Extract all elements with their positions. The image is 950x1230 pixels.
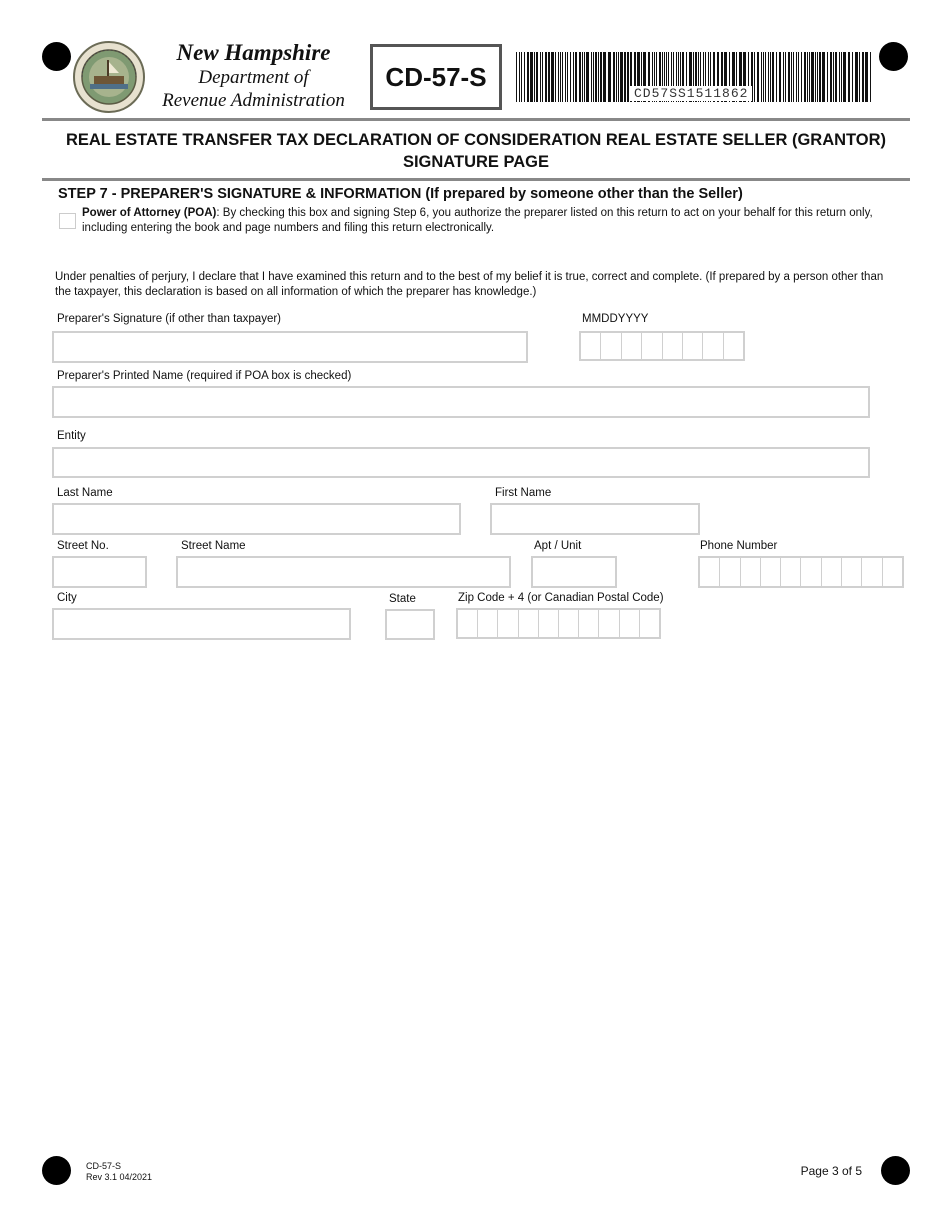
state-label: State: [389, 593, 416, 605]
footer-form-info: [86, 1161, 152, 1183]
page-title-line1: REAL ESTATE TRANSFER TAX DECLARATION OF CONSIDERATION REAL ESTATE SELLER (GRANTOR): [65, 131, 887, 149]
barcode-text: CD57SS1511862: [630, 86, 752, 101]
preparer-printed-name-field[interactable]: [52, 386, 870, 418]
street-no-field[interactable]: [52, 556, 147, 588]
state-field[interactable]: [385, 609, 435, 640]
perjury-declaration: Under penalties of perjury, I declare that I have examined this return and to the best of my belief it is true, correct and complete. (If prepared by a person other than the taxpayer, this declaration is based on all information of which the preparer has knowledge.): [55, 271, 884, 298]
step7-heading: STEP 7 - PREPARER'S SIGNATURE & INFORMATION (If prepared by someone other than the Seller): [58, 186, 743, 202]
page-title-line2: SIGNATURE PAGE: [402, 153, 550, 171]
form-id: CD-57-S: [370, 44, 502, 110]
page-number: Page 3 of 5: [800, 1164, 862, 1178]
poa-checkbox[interactable]: [59, 213, 76, 229]
first-name-field[interactable]: [490, 503, 700, 535]
apt-unit-field[interactable]: [531, 556, 617, 588]
agency-name: New Hampshire: [176, 40, 331, 65]
date-label: MMDDYYYY: [582, 313, 649, 325]
signature-date-field[interactable]: [579, 331, 745, 361]
printed-name-label: Preparer's Printed Name (required if POA box is checked): [57, 370, 352, 382]
preparer-signature-field[interactable]: [52, 331, 528, 363]
agency-division: Revenue Administration: [162, 90, 345, 111]
footer-revision: Rev 3.1 04/2021: [86, 1172, 153, 1182]
first-name-label: First Name: [495, 487, 552, 499]
agency-department: Department of: [198, 67, 309, 88]
last-name-label: Last Name: [57, 487, 113, 499]
registration-mark-bottom-left: [42, 1156, 71, 1185]
registration-mark-top-right: [879, 42, 908, 71]
entity-field[interactable]: [52, 447, 870, 478]
registration-mark-top-left: [42, 42, 71, 71]
zip-code-label: Zip Code + 4 (or Canadian Postal Code): [458, 592, 664, 604]
poa-description: : By checking this box and signing Step 6, you authorize the preparer listed on this return to act on your behalf for this return only, including entering the book and page numbers and filing this return electronically.: [82, 207, 873, 234]
footer-form-code: CD-57-S: [86, 1161, 122, 1171]
registration-mark-bottom-right: [881, 1156, 910, 1185]
last-name-field[interactable]: [52, 503, 461, 535]
header-divider: [42, 118, 910, 121]
street-name-field[interactable]: [176, 556, 511, 588]
title-divider: [42, 178, 910, 181]
phone-number-label: Phone Number: [700, 540, 778, 552]
city-label: City: [57, 592, 77, 604]
agency-name-block: [146, 40, 361, 112]
city-field[interactable]: [52, 608, 351, 640]
street-name-label: Street Name: [181, 540, 246, 552]
poa-label: Power of Attorney (POA): [82, 207, 217, 219]
apt-unit-label: Apt / Unit: [534, 540, 582, 552]
signature-label: Preparer's Signature (if other than taxpayer): [57, 313, 282, 325]
street-no-label: Street No.: [57, 540, 109, 552]
zip-code-field[interactable]: [456, 608, 661, 639]
entity-label: Entity: [57, 430, 86, 442]
phone-number-field[interactable]: [698, 556, 904, 588]
poa-text: [82, 206, 882, 236]
page-title: [42, 129, 910, 173]
state-seal-icon: [72, 40, 146, 114]
